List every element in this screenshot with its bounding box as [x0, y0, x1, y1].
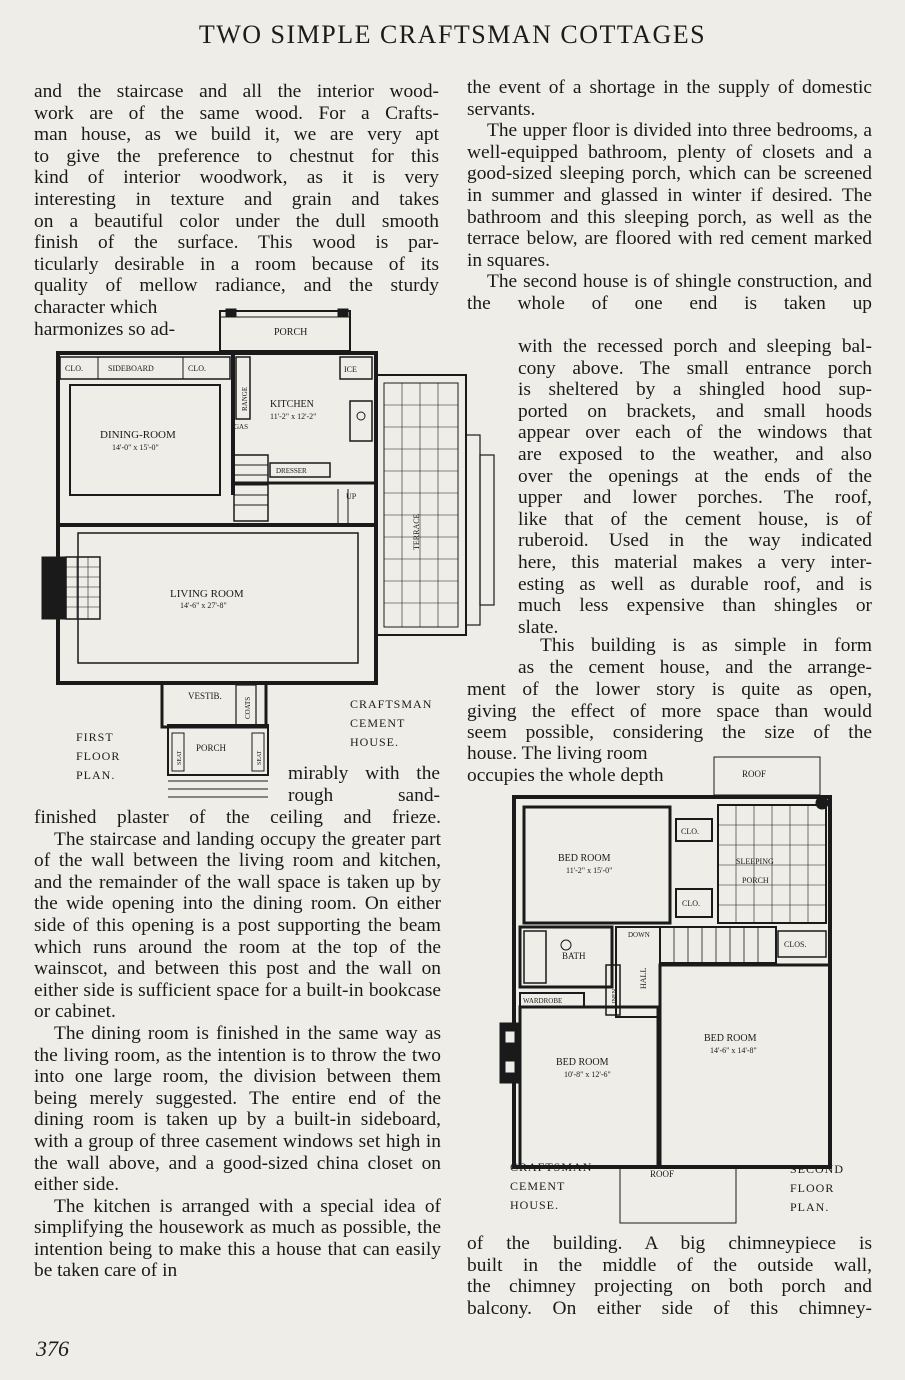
plan-label-bed1-size: 11'-2" x 15'-0"	[566, 866, 613, 875]
paragraph: finished plaster of the ceiling and frieze.	[34, 807, 441, 828]
plan-label-kitchen-size: 11'-2" x 12'-2"	[270, 412, 317, 421]
plan-label-clo2: CLO.	[682, 899, 700, 908]
plan-label-seat-right: SEAT	[257, 750, 263, 765]
first-plan-caption-right: CRAFTSMAN CEMENT HOUSE.	[350, 697, 433, 749]
paragraph: The upper floor is divided into three bedrooms, a well-equipped bathroom, plenty of closets and a good-sized sleeping porch, which can be screened in summer and glassed in winter if desired. The bathroom and this sleeping porch, as well as the terrace below, are floored with red cement marked in squares.	[467, 120, 872, 271]
plan-label-range: RANGE	[241, 386, 249, 411]
plan-label-sleeping: SLEEPING	[736, 857, 774, 866]
text-line: appear over each of the windows that	[518, 422, 872, 444]
text-line: on a beautiful color under the dull smooth	[34, 210, 439, 232]
first-plan-caption-left: FIRST FLOOR PLAN.	[76, 730, 121, 782]
right-column-bottom	[467, 1233, 872, 1319]
plan-label-roof-top: ROOF	[742, 769, 767, 779]
plan-label-kitchen: KITCHEN	[270, 399, 314, 410]
text-line: work are of the same wood. For a Crafts-	[34, 102, 439, 124]
text-line: is sheltered by a shingled hood sup-	[518, 379, 872, 401]
second-plan-caption-left: CRAFTSMAN CEMENT HOUSE.	[510, 1160, 593, 1212]
text-line: with the recessed porch and sleeping bal-	[518, 336, 872, 357]
left-column-top	[34, 81, 439, 297]
plan-label-bath: BATH	[562, 951, 586, 961]
text-line: ported on brackets, and small hoods	[518, 400, 872, 422]
text-line: ticularly desirable in a room because of its	[34, 253, 439, 275]
left-column-after-plan	[288, 763, 440, 806]
plan-label-vestib: VESTIB.	[188, 691, 222, 701]
right-column-wrap	[518, 336, 872, 638]
plan-label-dining: DINING-ROOM	[100, 429, 176, 441]
text-line: are exposed to the weather, and also	[518, 443, 872, 465]
text-line: cony above. The small entrance porch	[518, 357, 872, 379]
plan-label-coats: COATS	[244, 696, 252, 719]
text-line: over the openings at the ends of the	[518, 465, 872, 487]
text-line: ruberoid. Used in the way indicated	[518, 530, 872, 552]
text-line: here, this material makes a very inter-	[518, 551, 872, 573]
plan-label-wardrobe: WARDROBE	[523, 997, 563, 1005]
text-line: kind of interior woodwork, as it is very	[34, 167, 439, 189]
paragraph: The dining room is finished in the same way as the living room, as the intention is to throw the two into one large room, the division between them being merely suggested. The entire end of the dining room is taken up by a built-in sideboard, with a group of three casement windows set high in the wall above, and a good-sized china closet on either side.	[34, 1022, 441, 1196]
paragraph: The staircase and landing occupy the greater part of the wall between the living room and kitchen, and the remainder of the wall space is taken up by the wide opening into the dining room. On either side of this opening is a post supporting the beam which runs around the room at the top of the wainscot, and between this post and the wall on either side is sufficient space for a built-in bookcase or cabinet.	[34, 828, 441, 1023]
text-line: the chimney projecting on both porch and	[467, 1276, 872, 1298]
paragraph: the event of a shortage in the supply of domestic servants.	[467, 77, 872, 120]
plan-label-living-size: 14'-6" x 27'-8"	[180, 601, 227, 610]
right-column-mid-first	[540, 635, 872, 657]
text-line: built in the middle of the outside wall,	[467, 1254, 872, 1276]
text-line: giving the effect of more space than would	[467, 700, 872, 722]
page-title: TWO SIMPLE CRAFTSMAN COTTAGES	[198, 20, 707, 49]
plan-label-dresser: DRESSER	[276, 467, 307, 475]
text-line: balcony. On either side of this chimney-	[467, 1297, 872, 1319]
plan-label-roof-bottom: ROOF	[650, 1169, 675, 1179]
left-column-bottom	[34, 807, 441, 1282]
page-number: 376	[36, 1336, 69, 1361]
text-line: to give the preference to chestnut for this	[34, 145, 439, 167]
text-line: seem possible, considering the size of the	[467, 722, 872, 744]
text-line: like that of the cement house, is of	[518, 508, 872, 530]
right-column-mid	[467, 679, 872, 744]
right-column-mid-second	[518, 657, 872, 679]
text-line: quality of mellow radiance, and the sturdy	[34, 275, 439, 297]
text-line: character which	[34, 297, 158, 318]
right-column-top	[467, 77, 872, 315]
text-line: as the cement house, and the arrange-	[518, 657, 872, 678]
text-line: ment of the lower story is quite as open,	[467, 679, 872, 700]
plan-label-clo-left: CLO.	[65, 364, 83, 373]
plan-label-bed2: BED ROOM	[556, 1057, 609, 1068]
plan-label-up: UP	[346, 492, 357, 501]
text-line: much less expensive than shingles or	[518, 595, 872, 617]
paragraph: The second house is of shingle construction, and the whole of one end is taken up	[467, 271, 872, 314]
plan-label-bed2-size: 10'-8" x 12'-6"	[564, 1070, 611, 1079]
second-plan-caption-right: SECOND FLOOR PLAN.	[790, 1162, 845, 1214]
text-line: house. The living room	[467, 743, 648, 764]
plan-label-sleeping-porch: PORCH	[742, 876, 769, 885]
text-line: esting as well as durable roof, and is	[518, 573, 872, 595]
plan-label-porch-bottom: PORCH	[196, 743, 227, 753]
plan-label-living: LIVING ROOM	[170, 588, 244, 600]
text-line: mirably with the	[288, 763, 440, 784]
plan-label-terrace: TERRACE	[412, 513, 421, 550]
plan-label-clos: CLOS.	[784, 940, 807, 949]
plan-label-ice: ICE	[344, 365, 357, 374]
plan-label-bed3-size: 14'-6" x 14'-8"	[710, 1046, 757, 1055]
text-line: and the staircase and all the interior wood-	[34, 81, 439, 102]
text-line: harmonizes so ad-	[34, 318, 176, 340]
text-line: upper and lower porches. The roof,	[518, 487, 872, 509]
paragraph: The kitchen is arranged with a special idea of simplifying the housework as much as possible, the intention being to make this a house that can easily be taken care of in	[34, 1195, 441, 1282]
plan-label-linen: LINEN	[612, 989, 618, 1007]
plan-label-bed3: BED ROOM	[704, 1033, 757, 1044]
text-line: finish of the surface. This wood is par-	[34, 232, 439, 254]
plan-label-bed1: BED ROOM	[558, 853, 611, 864]
plan-label-sideboard: SIDEBOARD	[108, 364, 154, 373]
text-line: occupies the whole depth	[467, 764, 664, 786]
second-floor-plan	[496, 755, 856, 1225]
plan-label-clo-right: CLO.	[188, 364, 206, 373]
text-line: rough sand-	[288, 784, 440, 806]
text-line: slate.	[518, 616, 559, 638]
plan-label-porch-top: PORCH	[274, 327, 308, 338]
plan-label-seat-left: SEAT	[177, 750, 183, 765]
text-line: man house, as we build it, we are very apt	[34, 124, 439, 146]
plan-label-down: DOWN	[628, 931, 650, 939]
plan-label-clo1: CLO.	[681, 827, 699, 836]
plan-label-dining-size: 14'-0" x 15'-0"	[112, 443, 159, 452]
plan-label-gas: GAS	[234, 423, 249, 431]
text-line: interesting in texture and grain and takes	[34, 188, 439, 210]
text-line: of the building. A big chimneypiece is	[467, 1233, 872, 1254]
plan-label-hall: HALL	[639, 967, 648, 989]
text-line: This building is as simple in form	[540, 635, 872, 656]
